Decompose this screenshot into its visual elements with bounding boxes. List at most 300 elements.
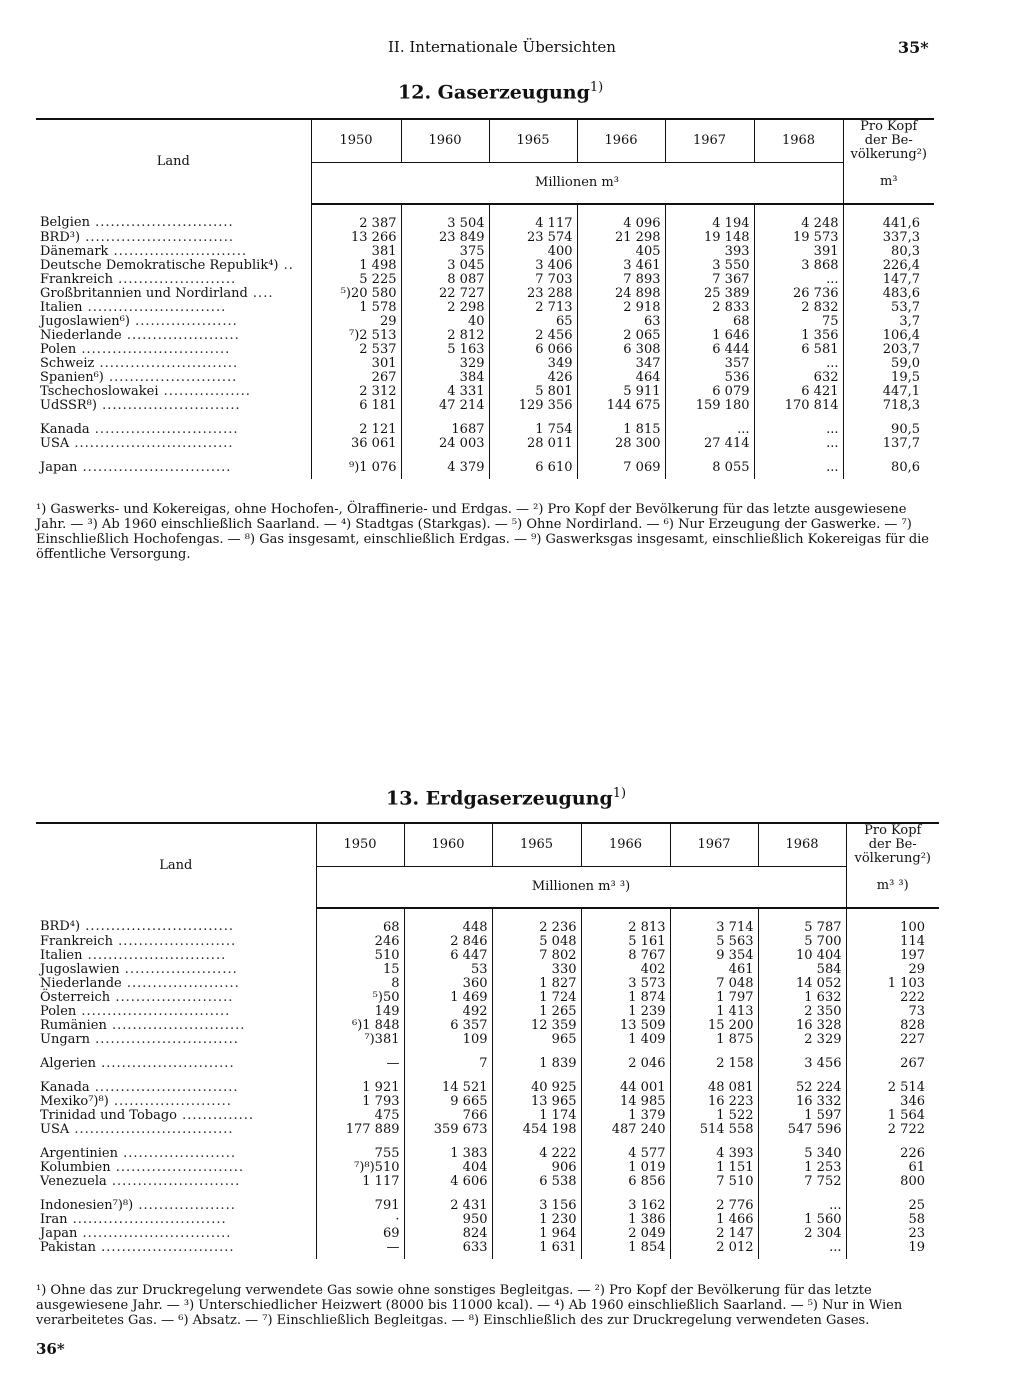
per-capita-cell: 106,4	[843, 329, 934, 343]
value-cell: 24 003	[401, 437, 489, 451]
table-row	[36, 1137, 939, 1161]
value-cell: 824	[404, 1227, 492, 1241]
year-header: 1967	[665, 119, 754, 162]
value-cell: 129 356	[489, 399, 577, 413]
value-cell: 5 787	[758, 908, 846, 935]
value-cell: 1 646	[665, 329, 754, 343]
value-cell: 4 577	[581, 1137, 670, 1161]
value-cell: 63	[577, 315, 665, 329]
value-cell: 9 354	[670, 949, 758, 963]
value-cell: ⁷)⁸)510	[316, 1161, 404, 1175]
leader-dots: ..........................	[106, 1017, 246, 1033]
year-header: 1968	[758, 823, 846, 866]
value-cell: 4 393	[670, 1137, 758, 1161]
value-cell: 1 874	[581, 991, 670, 1005]
leader-dots: ...............................	[69, 435, 234, 451]
value-cell: 6 421	[754, 385, 843, 399]
value-cell: 475	[316, 1109, 404, 1123]
country-label: Argentinien	[40, 1145, 118, 1161]
value-cell: 349	[489, 357, 577, 371]
value-cell: 6 581	[754, 343, 843, 357]
value-cell: 6 610	[489, 451, 577, 479]
value-cell: 1 265	[492, 1005, 581, 1019]
value-cell: 23 288	[489, 287, 577, 301]
per-capita-header: Pro Kopf der Be- völkerung²)	[846, 823, 939, 866]
value-cell: 5 048	[492, 935, 581, 949]
footer-page-number: 36*	[36, 1340, 65, 1358]
per-capita-cell: 147,7	[843, 273, 934, 287]
value-cell: 755	[316, 1137, 404, 1161]
value-cell: 53	[404, 963, 492, 977]
land-header: Land	[36, 823, 316, 908]
value-cell: 3 162	[581, 1189, 670, 1213]
value-cell: 68	[316, 908, 404, 935]
value-cell: 950	[404, 1213, 492, 1227]
per-capita-cell: 19	[846, 1241, 939, 1259]
table-row	[36, 343, 934, 357]
value-cell: 40	[401, 315, 489, 329]
value-cell: 14 521	[404, 1071, 492, 1095]
value-cell: 48 081	[670, 1071, 758, 1095]
value-cell: 7 367	[665, 273, 754, 287]
country-label: Jugoslawien	[40, 961, 120, 977]
table12	[36, 118, 934, 479]
value-cell: 5 225	[311, 273, 401, 287]
year-header: 1968	[754, 119, 843, 162]
country-label: Iran	[40, 1211, 68, 1227]
value-cell: 965	[492, 1033, 581, 1047]
value-cell: 5 340	[758, 1137, 846, 1161]
country-label: Schweiz	[40, 355, 95, 371]
country-name	[36, 371, 311, 385]
value-cell: 2 046	[581, 1047, 670, 1071]
value-cell: 536	[665, 371, 754, 385]
country-name	[36, 259, 311, 273]
per-capita-cell: 203,7	[843, 343, 934, 357]
per-capita-cell: 447,1	[843, 385, 934, 399]
country-label: Polen	[40, 1003, 77, 1019]
value-cell: —	[316, 1047, 404, 1071]
country-label: Großbritannien und Nordirland	[40, 285, 248, 301]
value-cell: 6 444	[665, 343, 754, 357]
value-cell: 347	[577, 357, 665, 371]
leader-dots: .............................	[77, 459, 232, 475]
value-cell: 1 964	[492, 1227, 581, 1241]
value-cell: ...	[754, 357, 843, 371]
value-cell: 1 253	[758, 1161, 846, 1175]
per-capita-cell: 100	[846, 908, 939, 935]
leader-dots: ......................	[121, 327, 240, 343]
value-cell: 3 504	[401, 204, 489, 231]
table-row	[36, 315, 934, 329]
value-cell: 2 812	[401, 329, 489, 343]
country-label: Mexiko⁷)⁸)	[40, 1093, 109, 1109]
per-capita-cell: 337,3	[843, 231, 934, 245]
value-cell: 6 538	[492, 1175, 581, 1189]
country-name	[36, 245, 311, 259]
per-capita-cell: 90,5	[843, 413, 934, 437]
value-cell: 170 814	[754, 399, 843, 413]
leader-dots: ..........................	[96, 1055, 235, 1071]
value-cell: 1 854	[581, 1241, 670, 1259]
country-name	[36, 935, 316, 949]
table-row	[36, 357, 934, 371]
country-label: Jugoslawien⁶)	[40, 313, 130, 329]
value-cell: 5 563	[670, 935, 758, 949]
country-label: Deutsche Demokratische Republik⁴)	[40, 257, 279, 273]
value-cell: 3 406	[489, 259, 577, 273]
table-row	[36, 371, 934, 385]
country-name	[36, 963, 316, 977]
table-row	[36, 908, 939, 935]
per-capita-cell: 23	[846, 1227, 939, 1241]
table-row	[36, 1005, 939, 1019]
table13-title	[386, 786, 626, 809]
value-cell: 1 827	[492, 977, 581, 991]
value-cell: 1 386	[581, 1213, 670, 1227]
table13-body	[36, 908, 939, 1259]
value-cell: 1 631	[492, 1241, 581, 1259]
value-cell: 4 606	[404, 1175, 492, 1189]
value-cell: 9 665	[404, 1095, 492, 1109]
value-cell: 2 350	[758, 1005, 846, 1019]
per-capita-cell: 114	[846, 935, 939, 949]
value-cell: 28 300	[577, 437, 665, 451]
leader-dots: ...........................	[82, 947, 227, 963]
value-cell: 15 200	[670, 1019, 758, 1033]
table-row	[36, 329, 934, 343]
value-cell: 2 049	[581, 1227, 670, 1241]
value-cell: 514 558	[670, 1123, 758, 1137]
value-cell: 1 797	[670, 991, 758, 1005]
leader-dots: ......................	[121, 975, 240, 991]
value-cell: —	[316, 1241, 404, 1259]
value-cell: 2 387	[311, 204, 401, 231]
value-cell: 16 332	[758, 1095, 846, 1109]
table13	[36, 822, 939, 1259]
country-label: Belgien	[40, 215, 90, 230]
leader-dots: ...........................	[82, 299, 227, 315]
value-cell: ⁷)2 513	[311, 329, 401, 343]
value-cell: 3 461	[577, 259, 665, 273]
leader-dots: .......................	[108, 1093, 232, 1109]
per-capita-cell: 59,0	[843, 357, 934, 371]
country-label: Frankreich	[40, 271, 113, 287]
country-label: BRD⁴)	[40, 919, 81, 934]
value-cell: 3 868	[754, 259, 843, 273]
per-capita-cell: 197	[846, 949, 939, 963]
year-header: 1966	[577, 119, 665, 162]
value-cell: ...	[754, 273, 843, 287]
value-cell: 12 359	[492, 1019, 581, 1033]
leader-dots: ....................	[129, 313, 238, 329]
per-capita-cell: 226,4	[843, 259, 934, 273]
value-cell: 14 052	[758, 977, 846, 991]
value-cell: 8 055	[665, 451, 754, 479]
value-cell: 15	[316, 963, 404, 977]
per-capita-cell: 441,6	[843, 204, 934, 231]
value-cell: 4 331	[401, 385, 489, 399]
country-label: USA	[40, 1121, 70, 1137]
leader-dots: .............................	[80, 919, 235, 934]
value-cell: 375	[401, 245, 489, 259]
country-name	[36, 1189, 316, 1213]
value-cell: ⁵)50	[316, 991, 404, 1005]
value-cell: 2 918	[577, 301, 665, 315]
value-cell: 547 596	[758, 1123, 846, 1137]
table-row	[36, 1033, 939, 1047]
value-cell: 3 156	[492, 1189, 581, 1213]
value-cell: 1 522	[670, 1109, 758, 1123]
value-cell: 16 328	[758, 1019, 846, 1033]
per-capita-cell: 80,6	[843, 451, 934, 479]
table-row	[36, 385, 934, 399]
table12-footnote: ¹) Gaswerks- und Kokereigas, ohne Hochofen-, Ölraffinerie- und Erdgas. — ²) Pro Kopf der Bevölkerung für das letzte ausgewiesene Jahr. — ³) Ab 1960 einschließlich Saarland. — ⁴) Stadtgas (Starkgas). — ⁵) Ohne Nordirland. — ⁶) Nur Erzeugung der Gaswerke. — ⁷) Einschließlich Hochofengas. — ⁸) Gas insgesamt, einschließlich Erdgas. — ⁹) Gaswerksgas insgesamt, einschließlich Kokereigas für die öffentliche Versorgung.	[36, 502, 930, 562]
value-cell: 4 379	[401, 451, 489, 479]
table13-title-text: 13. Erdgaserzeugung	[386, 787, 613, 810]
value-cell: ·	[316, 1213, 404, 1227]
value-cell: 329	[401, 357, 489, 371]
value-cell: 27 414	[665, 437, 754, 451]
value-cell: 23 849	[401, 231, 489, 245]
value-cell: 2 832	[754, 301, 843, 315]
value-cell: 159 180	[665, 399, 754, 413]
value-cell: ⁷)381	[316, 1033, 404, 1047]
value-cell: 149	[316, 1005, 404, 1019]
value-cell: 584	[758, 963, 846, 977]
per-capita-cell: 1 103	[846, 977, 939, 991]
leader-dots: .......................	[112, 933, 237, 949]
value-cell: ...	[665, 413, 754, 437]
value-cell: 25 389	[665, 287, 754, 301]
value-cell: 391	[754, 245, 843, 259]
value-cell: 1 379	[581, 1109, 670, 1123]
country-name	[36, 949, 316, 963]
leader-dots: .........................	[103, 369, 238, 385]
per-capita-cell: 53,7	[843, 301, 934, 315]
country-name	[36, 1019, 316, 1033]
leader-dots: ..........................	[108, 243, 247, 259]
leader-dots: ......................	[119, 961, 238, 977]
country-name	[36, 1227, 316, 1241]
value-cell: 632	[754, 371, 843, 385]
value-cell: 1 875	[670, 1033, 758, 1047]
table-row	[36, 1095, 939, 1109]
country-name	[36, 301, 311, 315]
value-cell: 4 194	[665, 204, 754, 231]
value-cell: 246	[316, 935, 404, 949]
table-row	[36, 1047, 939, 1071]
country-name	[36, 287, 311, 301]
year-header: 1966	[581, 823, 670, 866]
value-cell: 1 117	[316, 1175, 404, 1189]
value-cell: 4 248	[754, 204, 843, 231]
value-cell: 1687	[401, 413, 489, 437]
value-cell: 6 308	[577, 343, 665, 357]
page-header	[0, 38, 1024, 60]
country-name	[36, 231, 311, 245]
table12-title-text: 12. Gaserzeugung	[398, 81, 590, 104]
country-name	[36, 1095, 316, 1109]
value-cell: 454 198	[492, 1123, 581, 1137]
year-header: 1950	[316, 823, 404, 866]
country-label: Indonesien⁷)⁸)	[40, 1197, 134, 1213]
table-row	[36, 245, 934, 259]
value-cell: 5 911	[577, 385, 665, 399]
value-cell: 4 096	[577, 204, 665, 231]
value-cell: 7 893	[577, 273, 665, 287]
country-name	[36, 385, 311, 399]
country-name	[36, 1241, 316, 1259]
country-name	[36, 991, 316, 1005]
per-capita-cell: 828	[846, 1019, 939, 1033]
value-cell: 65	[489, 315, 577, 329]
country-label: Kanada	[40, 1079, 90, 1095]
per-capita-unit: m³	[843, 162, 934, 204]
leader-dots: .......................	[110, 989, 234, 1005]
value-cell: 2 065	[577, 329, 665, 343]
leader-dots: .........................	[106, 1173, 241, 1189]
value-cell: 330	[492, 963, 581, 977]
year-header: 1960	[404, 823, 492, 866]
country-label: UdSSR⁸)	[40, 397, 97, 413]
country-label: Trinidad und Tobago	[40, 1107, 178, 1123]
value-cell: 40 925	[492, 1071, 581, 1095]
value-cell: 487 240	[581, 1123, 670, 1137]
value-cell: 3 573	[581, 977, 670, 991]
value-cell: 426	[489, 371, 577, 385]
leader-dots: ..............................	[67, 1211, 227, 1227]
country-label: Japan	[40, 1225, 78, 1241]
leader-dots: .............................	[80, 229, 235, 245]
value-cell: 301	[311, 357, 401, 371]
value-cell: 360	[404, 977, 492, 991]
value-cell: 393	[665, 245, 754, 259]
value-cell: 1 724	[492, 991, 581, 1005]
country-label: Italien	[40, 947, 83, 963]
value-cell: 7	[404, 1047, 492, 1071]
value-cell: 44 001	[581, 1071, 670, 1095]
table12-body	[36, 204, 934, 479]
table-row	[36, 991, 939, 1005]
value-cell: 766	[404, 1109, 492, 1123]
leader-dots: ..............	[177, 1107, 255, 1123]
per-capita-cell: 1 564	[846, 1109, 939, 1123]
value-cell: 16 223	[670, 1095, 758, 1109]
country-label: BRD³)	[40, 229, 81, 245]
value-cell: 3 456	[758, 1047, 846, 1071]
value-cell: 1 413	[670, 1005, 758, 1019]
country-name	[36, 329, 311, 343]
per-capita-cell: 19,5	[843, 371, 934, 385]
leader-dots: ...........................	[89, 215, 234, 230]
value-cell: 22 727	[401, 287, 489, 301]
value-cell: 69	[316, 1227, 404, 1241]
table13-footnote: ¹) Ohne das zur Druckregelung verwendete Gas sowie ohne sonstiges Begleitgas. — ²) Pro Kopf der Bevölkerung für das letzte ausgewiesene Jahr. — ³) Unterschiedlicher Heizwert (8000 bis 11000 kcal). — ⁴) Ab 1960 einschließlich Saarland. — ⁵) Nur in Wien verarbeitetes Gas. — ⁶) Absatz. — ⁷) Einschließlich Begleitgas. — ⁸) Einschließlich des zur Druckregelung verwendeten Gases.	[36, 1283, 903, 1328]
country-label: Ungarn	[40, 1031, 90, 1047]
value-cell: 2 776	[670, 1189, 758, 1213]
value-cell: 267	[311, 371, 401, 385]
value-cell: 2 236	[492, 908, 581, 935]
value-cell: 5 801	[489, 385, 577, 399]
leader-dots: ............................	[89, 421, 239, 437]
value-cell: 6 079	[665, 385, 754, 399]
value-cell: 400	[489, 245, 577, 259]
value-cell: 7 069	[577, 451, 665, 479]
value-cell: 5 161	[581, 935, 670, 949]
table-row	[36, 1071, 939, 1095]
value-cell: 404	[404, 1161, 492, 1175]
table-row	[36, 963, 939, 977]
value-cell: 6 357	[404, 1019, 492, 1033]
per-capita-cell: 267	[846, 1047, 939, 1071]
value-cell: 8 767	[581, 949, 670, 963]
value-cell: 1 151	[670, 1161, 758, 1175]
value-cell: 29	[311, 315, 401, 329]
country-label: Polen	[40, 341, 77, 357]
value-cell: 2 456	[489, 329, 577, 343]
per-capita-cell: 222	[846, 991, 939, 1005]
country-name	[36, 1109, 316, 1123]
table13-title-sup: 1)	[612, 786, 627, 801]
value-cell: 1 793	[316, 1095, 404, 1109]
value-cell: 2 329	[758, 1033, 846, 1047]
leader-dots: .......................	[112, 271, 237, 287]
value-cell: 177 889	[316, 1123, 404, 1137]
value-cell: 4 117	[489, 204, 577, 231]
value-cell: 1 578	[311, 301, 401, 315]
per-capita-cell: 73	[846, 1005, 939, 1019]
value-cell: 1 019	[581, 1161, 670, 1175]
table-row	[36, 273, 934, 287]
table12-title-sup: 1)	[589, 80, 604, 95]
value-cell: 4 222	[492, 1137, 581, 1161]
country-name	[36, 399, 311, 413]
per-capita-cell: 25	[846, 1189, 939, 1213]
value-cell: 19 573	[754, 231, 843, 245]
value-cell: 381	[311, 245, 401, 259]
country-name	[36, 908, 316, 935]
value-cell: 359 673	[404, 1123, 492, 1137]
table-row	[36, 231, 934, 245]
value-cell: 1 632	[758, 991, 846, 1005]
value-cell: 1 409	[581, 1033, 670, 1047]
leader-dots: ...................	[133, 1197, 236, 1213]
per-capita-header: Pro Kopf der Be- völkerung²)	[843, 119, 934, 162]
country-label: Pakistan	[40, 1239, 96, 1255]
value-cell: 7 752	[758, 1175, 846, 1189]
leader-dots: .................	[158, 383, 251, 399]
leader-dots: .............................	[76, 341, 231, 357]
country-name	[36, 273, 311, 287]
value-cell: ...	[754, 451, 843, 479]
country-name	[36, 1047, 316, 1071]
table-row	[36, 399, 934, 413]
per-capita-cell: 80,3	[843, 245, 934, 259]
value-cell: ⁵)20 580	[311, 287, 401, 301]
value-cell: 1 754	[489, 413, 577, 437]
country-label: Rumänien	[40, 1017, 107, 1033]
leader-dots: ..	[278, 257, 294, 273]
value-cell: 6 856	[581, 1175, 670, 1189]
table-row	[36, 935, 939, 949]
country-name	[36, 315, 311, 329]
leader-dots: .............................	[76, 1003, 231, 1019]
value-cell: 906	[492, 1161, 581, 1175]
per-capita-cell: 800	[846, 1175, 939, 1189]
table-row	[36, 1189, 939, 1213]
country-name	[36, 451, 311, 479]
